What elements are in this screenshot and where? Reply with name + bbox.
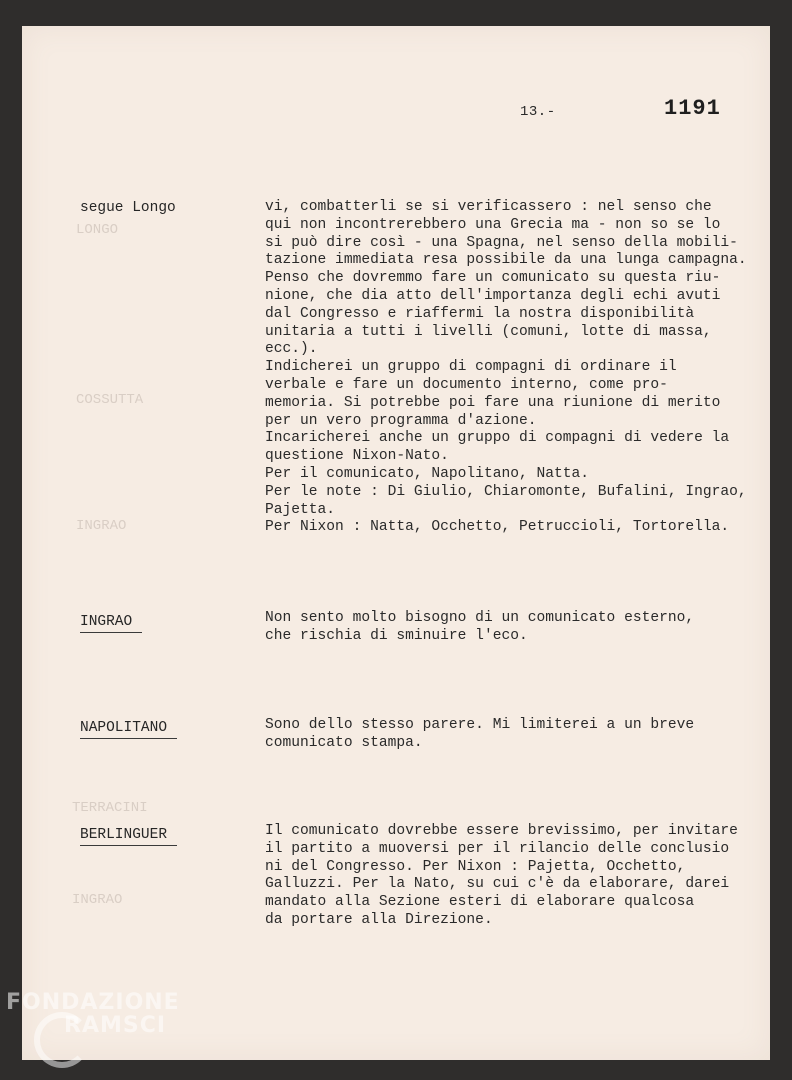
speech-line: Pajetta. bbox=[265, 501, 336, 518]
speech-line: Non sento molto bisogno di un comunicato esterno, bbox=[265, 610, 695, 626]
speech-line: Per Nixon : Natta, Occhetto, Petruccioli, Tortorella. bbox=[265, 519, 730, 536]
speech-line: Penso che dovremmo fare un comunicato su questa riu- bbox=[265, 270, 721, 287]
speech-line: per un vero programma d'azione. bbox=[265, 412, 537, 429]
speaker-label: segue Longo bbox=[80, 200, 176, 216]
fondazione-gramsci-watermark bbox=[6, 990, 180, 1038]
speech-line: Sono dello stesso parere. Mi limiterei a un breve bbox=[265, 717, 695, 733]
show-through-mark: INGRAO bbox=[72, 892, 123, 908]
watermark-line1: FONDAZIONE bbox=[6, 990, 180, 1015]
speech-line: verbale e fare un documento interno, come pro- bbox=[265, 376, 668, 393]
speech-line: dal Congresso e riaffermi la nostra disponibilità bbox=[265, 305, 695, 322]
show-through-mark: COSSUTTA bbox=[76, 392, 144, 408]
speech-line: comunicato stampa. bbox=[265, 734, 423, 751]
document-page bbox=[22, 26, 770, 1060]
speech-text bbox=[265, 717, 770, 753]
speech-line: mandato alla Sezione esteri di elaborare qualcosa bbox=[265, 894, 695, 911]
speech-line: che rischia di sminuire l'eco. bbox=[265, 627, 528, 644]
speech-line: Per le note : Di Giulio, Chiaromonte, Bufalini, Ingrao, bbox=[265, 483, 747, 500]
speech-line: il partito a muoversi per il rilancio delle conclusio bbox=[265, 840, 730, 857]
speaker-label: NAPOLITANO bbox=[80, 720, 177, 739]
speech-line: ecc.). bbox=[265, 341, 318, 358]
speech-line: memoria. Si potrebbe poi fare una riunione di merito bbox=[265, 394, 721, 411]
speech-line: si può dire così - una Spagna, nel senso della mobili- bbox=[265, 234, 738, 251]
speech-line: unitaria a tutti i livelli (comuni, lotte di massa, bbox=[265, 323, 712, 340]
speech-line: Galluzzi. Per la Nato, su cui c'è da elaborare, darei bbox=[265, 876, 730, 893]
speech-line: Il comunicato dovrebbe essere brevissimo, per invitare bbox=[265, 823, 738, 839]
show-through-mark: LONGO bbox=[76, 222, 119, 238]
speech-line: questione Nixon-Nato. bbox=[265, 448, 449, 465]
speech-line: nione, che dia atto dell'importanza degli echi avuti bbox=[265, 287, 721, 304]
gramsci-g-logo-icon bbox=[34, 1012, 90, 1068]
speech-text bbox=[265, 823, 770, 930]
watermark-line2: RAMSCI bbox=[64, 1013, 167, 1038]
speech-line: ni del Congresso. Per Nixon : Pajetta, Occhetto, bbox=[265, 858, 686, 875]
speaker-label: INGRAO bbox=[80, 614, 142, 633]
show-through-mark: TERRACINI bbox=[72, 800, 148, 816]
speaker-label: BERLINGUER bbox=[80, 827, 177, 846]
speech-line: qui non incontrerebbero una Grecia ma - non so se lo bbox=[265, 216, 721, 233]
show-through-mark: INGRAO bbox=[76, 518, 127, 534]
speech-text bbox=[265, 610, 770, 646]
speech-line: Incaricherei anche un gruppo di compagni di vedere la bbox=[265, 430, 730, 447]
page-number: 13.- bbox=[520, 104, 556, 120]
speech-line: Indicherei un gruppo di compagni di ordinare il bbox=[265, 359, 677, 376]
speech-line: da portare alla Direzione. bbox=[265, 911, 493, 928]
speech-text bbox=[265, 199, 770, 537]
speech-line: Per il comunicato, Napolitano, Natta. bbox=[265, 465, 590, 482]
speech-line: vi, combatterli se si verificassero : nel senso che bbox=[265, 199, 712, 215]
speech-line: tazione immediata resa possibile da una lunga campagna. bbox=[265, 252, 747, 269]
archive-stamp-number: 1191 bbox=[664, 96, 721, 121]
